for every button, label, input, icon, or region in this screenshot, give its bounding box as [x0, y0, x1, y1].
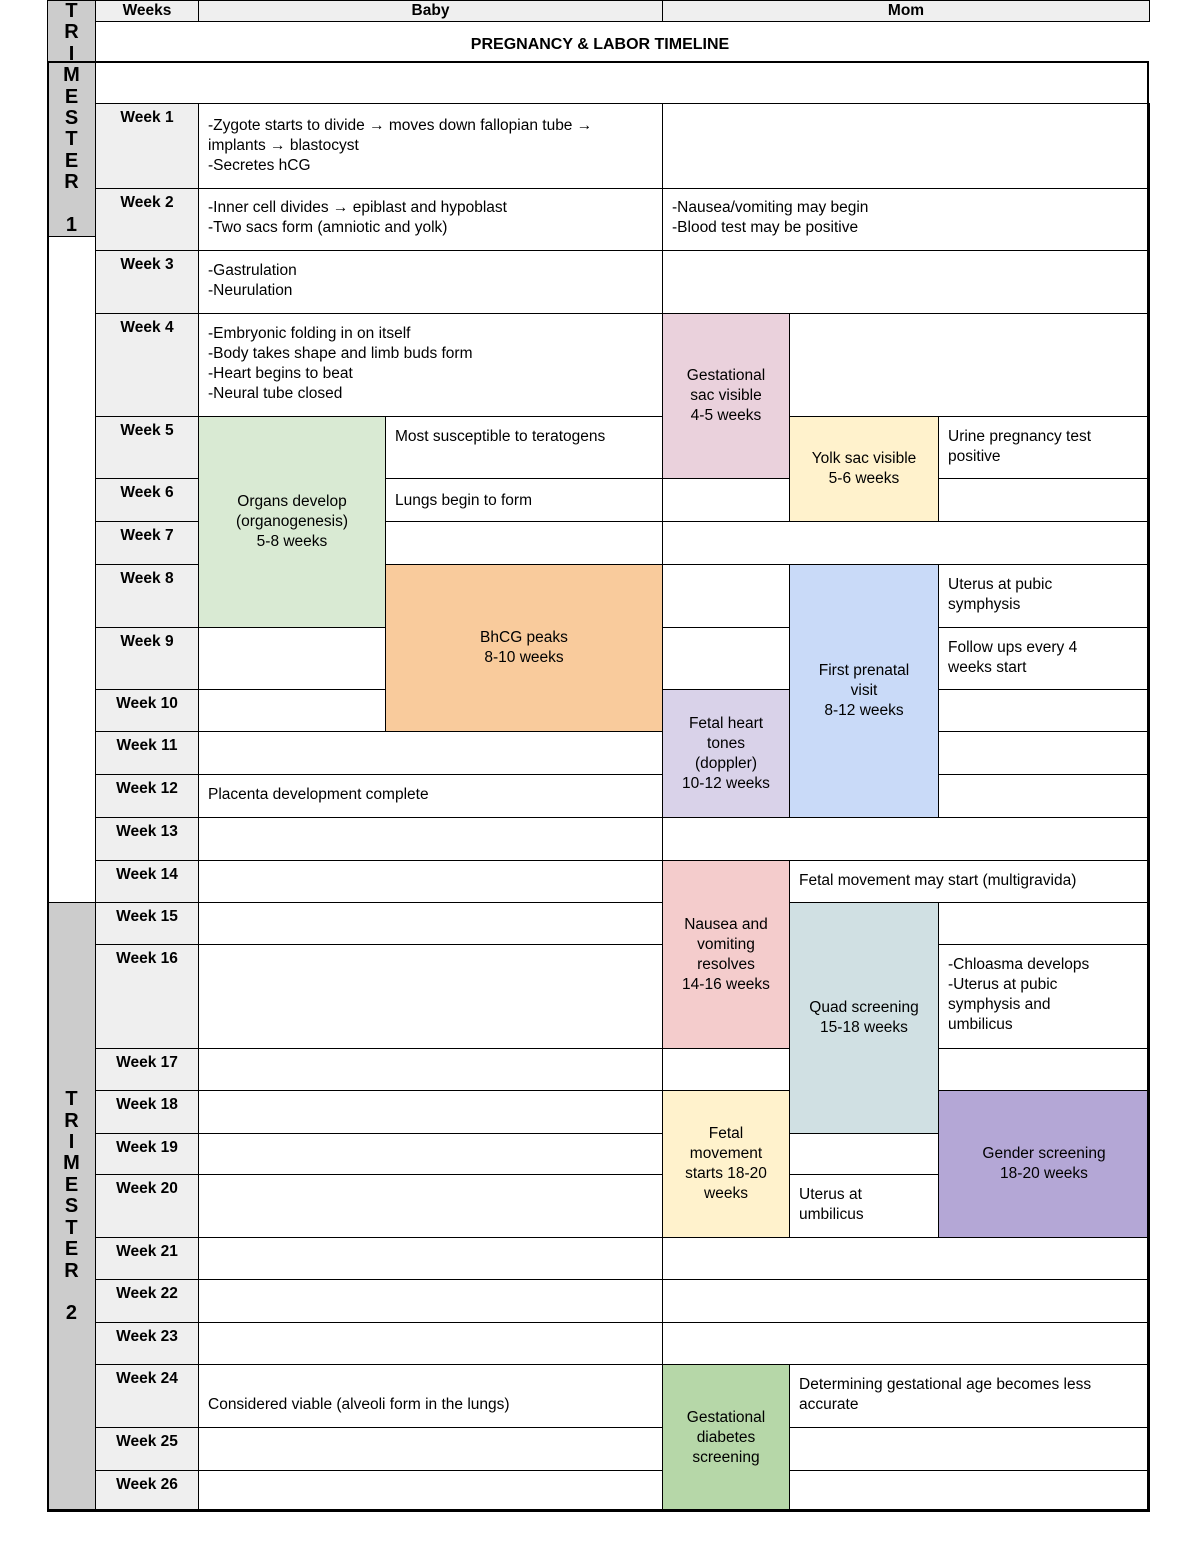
- mom-first-prenatal-visit-line: 8-12 weeks: [824, 702, 904, 719]
- mom-week22-empty: [662, 1279, 1150, 1323]
- baby-bhcg-peaks-line: BhCG peaks: [480, 629, 568, 646]
- mom-fetal-heart-tones-line: tones: [707, 734, 745, 752]
- mom-week11-empty: [938, 731, 1150, 775]
- mom-week10-empty: [938, 689, 1150, 732]
- header-mom: Mom: [662, 0, 1150, 22]
- mom-gestational-sac-line: sac visible: [690, 387, 762, 404]
- mom-fetal-heart-tones: [662, 689, 790, 818]
- mom-uterus-umbilicus-line: umbilicus: [799, 1206, 864, 1223]
- week-label: Week 17: [95, 1048, 199, 1091]
- baby-week1-line: -Secretes hCG: [208, 157, 311, 174]
- mom-fetal-movement-line: starts 18-20: [685, 1165, 767, 1182]
- week-label: Week 15: [95, 902, 199, 945]
- week-label: Week 18: [95, 1090, 199, 1134]
- mom-chloasma-line: umbilicus: [948, 1016, 1013, 1033]
- baby-week10-empty: [198, 689, 386, 732]
- baby-week25-empty: [198, 1427, 663, 1471]
- baby-empty-row: [198, 1133, 663, 1175]
- mom-week13-empty: [662, 817, 1150, 861]
- mom-first-prenatal-visit: [789, 564, 939, 818]
- mom-week25-empty: [789, 1427, 1150, 1471]
- mom-followups: [938, 627, 1150, 690]
- page-title: PREGNANCY & LABOR TIMELINE: [470, 36, 730, 53]
- mom-fetal-movement-line: movement: [689, 1145, 763, 1162]
- mom-gestational-sac-line: Gestational: [686, 367, 766, 384]
- mom-week1-empty: [662, 103, 1150, 189]
- mom-gestational-age-line: accurate: [799, 1396, 859, 1413]
- week-label: Week 11: [95, 731, 199, 775]
- mom-fetal-heart-tones-line: (doppler): [694, 754, 757, 772]
- header-weeks: Weeks: [95, 0, 199, 22]
- baby-week26-empty: [198, 1470, 663, 1512]
- baby-week3: [198, 250, 663, 314]
- mom-nausea-resolves-line: resolves: [697, 955, 755, 973]
- mom-nausea-resolves-line: Nausea and: [684, 915, 768, 933]
- mom-gestational-age: [789, 1364, 1150, 1428]
- week-label: Week 19: [95, 1133, 199, 1175]
- week-label: Week 25: [95, 1427, 199, 1471]
- baby-empty-row: [198, 1174, 663, 1238]
- baby-week3-line: -Gastrulation: [208, 262, 297, 279]
- week-label: Week 8: [95, 564, 199, 628]
- mom-fetal-movement-line: Fetal: [708, 1125, 744, 1142]
- baby-week4-line: -Neural tube closed: [208, 385, 343, 402]
- mom-week4-empty: [789, 313, 1150, 417]
- mom-uterus-pubic-line: symphysis: [948, 596, 1021, 613]
- mom-week12-empty: [938, 774, 1150, 818]
- baby-empty-row: [198, 1237, 663, 1280]
- week-label: Week 10: [95, 689, 199, 732]
- baby-bhcg-peaks: [385, 564, 663, 732]
- trimester-1-label: T R I M E S T E R 1: [47, 0, 96, 237]
- week-label: Week 14: [95, 860, 199, 903]
- mom-gender-screening: [938, 1090, 1150, 1238]
- mom-yolk-sac-line: 5-6 weeks: [828, 470, 900, 487]
- mom-yolk-sac-line: Yolk sac visible: [811, 450, 917, 467]
- week-label: Week 20: [95, 1174, 199, 1238]
- mom-yolk-sac: [789, 416, 939, 522]
- mom-first-prenatal-visit-line: First prenatal: [818, 662, 910, 679]
- baby-viable: Considered viable (alveoli form in the lungs): [198, 1364, 663, 1428]
- mom-week26-empty: [789, 1470, 1150, 1512]
- baby-organogenesis-line: Organs develop: [237, 493, 347, 510]
- baby-bhcg-peaks-line: 8-10 weeks: [484, 649, 564, 666]
- mom-week6-right-empty: [938, 478, 1150, 522]
- baby-week2-line: -Two sacs form (amniotic and yolk): [208, 219, 448, 236]
- week-label: Week 7: [95, 521, 199, 565]
- mom-week8-empty: [662, 564, 790, 628]
- baby-week9-empty: [198, 627, 386, 690]
- mom-gestational-sac-line: 4-5 weeks: [690, 407, 762, 424]
- baby-empty-row: [198, 860, 663, 903]
- mom-gender-screening-line: Gender screening: [982, 1145, 1106, 1162]
- week-label: Week 3: [95, 250, 199, 314]
- week-label: Week 12: [95, 774, 199, 818]
- week-label: Week 6: [95, 478, 199, 522]
- baby-organogenesis-line: 5-8 weeks: [256, 533, 328, 550]
- week-label: Week 16: [95, 944, 199, 1049]
- week-label: Week 1: [95, 103, 199, 189]
- mom-urine-test-line: Urine pregnancy test: [948, 428, 1092, 445]
- mom-fetal-movement-multigravida: Fetal movement may start (multigravida): [789, 860, 1150, 903]
- mom-fetal-movement-line: weeks: [704, 1185, 748, 1202]
- mom-gestational-diabetes-screening: [662, 1364, 790, 1512]
- mom-chloasma-line: -Chloasma develops: [948, 956, 1090, 973]
- mom-week15-empty: [938, 902, 1150, 945]
- baby-week1-line: implants → blastocyst: [208, 137, 359, 154]
- mom-uterus-umbilicus-line: Uterus at: [799, 1186, 862, 1203]
- mom-quad-screening-line: Quad screening: [809, 999, 919, 1016]
- week-label: Week 13: [95, 817, 199, 861]
- mom-chloasma-line: -Uterus at pubic: [948, 976, 1058, 993]
- baby-week1-line: -Zygote starts to divide → moves down fallopian tube →: [208, 117, 593, 134]
- week-label: Week 9: [95, 627, 199, 690]
- mom-gestational-diabetes-screening-line: Gestational: [686, 1409, 766, 1426]
- baby-week4-line: -Body takes shape and limb buds form: [208, 345, 473, 362]
- baby-empty-row: [198, 817, 663, 861]
- mom-first-prenatal-visit-line: visit: [850, 682, 878, 699]
- week-label: Week 26: [95, 1470, 199, 1512]
- baby-week3-line: -Neurulation: [208, 282, 293, 299]
- mom-nausea-resolves-line: 14-16 weeks: [682, 975, 770, 993]
- mom-week17-right-empty: [938, 1048, 1150, 1091]
- baby-week1: [198, 103, 663, 189]
- week-label: Week 4: [95, 313, 199, 417]
- baby-week2-line: -Inner cell divides → epiblast and hypoblast: [208, 199, 507, 216]
- baby-week4-line: -Embryonic folding in on itself: [208, 325, 411, 342]
- mom-gestational-diabetes-screening-line: screening: [692, 1449, 760, 1466]
- mom-week19-empty: [789, 1133, 939, 1175]
- week-label: Week 24: [95, 1364, 199, 1428]
- mom-fetal-movement: [662, 1090, 790, 1238]
- mom-gestational-sac: [662, 313, 790, 479]
- mom-fetal-heart-tones-line: 10-12 weeks: [682, 774, 770, 792]
- mom-fetal-heart-tones-line: Fetal heart: [688, 714, 764, 732]
- week-label: Week 22: [95, 1279, 199, 1323]
- baby-empty-row: [198, 902, 663, 945]
- mom-quad-screening: [789, 902, 939, 1134]
- mom-gender-screening-line: 18-20 weeks: [1000, 1165, 1088, 1182]
- baby-week7-empty: [385, 521, 663, 565]
- baby-empty-row: [198, 1322, 663, 1365]
- mom-uterus-pubic-line: Uterus at pubic: [948, 576, 1053, 593]
- mom-week6-empty: [662, 478, 790, 522]
- mom-week9-empty: [662, 627, 790, 690]
- baby-empty-row: [198, 1048, 663, 1091]
- week-label: Week 23: [95, 1322, 199, 1365]
- baby-placenta: Placenta development complete: [198, 774, 663, 818]
- mom-week23-empty: [662, 1322, 1150, 1365]
- week-label: Week 21: [95, 1237, 199, 1280]
- mom-chloasma: [938, 944, 1150, 1049]
- mom-urine-test: [938, 416, 1150, 479]
- baby-organogenesis: [198, 416, 386, 628]
- baby-week4-line: -Heart begins to beat: [208, 365, 353, 382]
- mom-uterus-umbilicus: [789, 1174, 939, 1238]
- baby-week2: [198, 188, 663, 251]
- week-label: Week 2: [95, 188, 199, 251]
- mom-chloasma-line: symphysis and: [948, 996, 1051, 1013]
- week-label: Week 5: [95, 416, 199, 479]
- mom-nausea-resolves-line: vomiting: [697, 935, 755, 953]
- mom-week2: [662, 188, 1150, 251]
- mom-urine-test-line: positive: [948, 448, 1001, 465]
- mom-week2-line: -Blood test may be positive: [672, 219, 859, 236]
- baby-week11-empty: [198, 731, 663, 775]
- mom-gestational-age-line: Determining gestational age becomes less: [799, 1376, 1092, 1393]
- mom-gestational-diabetes-screening-line: diabetes: [696, 1429, 756, 1446]
- baby-empty-row: [198, 944, 663, 1049]
- baby-teratogens: Most susceptible to teratogens: [385, 416, 663, 479]
- trimester-2-label: T R I M E S T E R 2: [47, 902, 96, 1512]
- baby-week4: [198, 313, 663, 417]
- mom-week3-empty: [662, 250, 1150, 314]
- baby-empty-row: [198, 1279, 663, 1323]
- mom-quad-screening-line: 15-18 weeks: [820, 1019, 908, 1036]
- baby-lungs: Lungs begin to form: [385, 478, 663, 522]
- baby-empty-row: [198, 1090, 663, 1134]
- mom-uterus-pubic: [938, 564, 1150, 628]
- mom-week21-empty: [662, 1237, 1150, 1280]
- mom-week17-empty: [662, 1048, 790, 1091]
- mom-followups-line: weeks start: [948, 659, 1027, 676]
- mom-week7-empty: [662, 521, 1150, 565]
- header-baby: Baby: [198, 0, 663, 22]
- mom-nausea-resolves: [662, 860, 790, 1049]
- baby-organogenesis-line: (organogenesis): [235, 513, 348, 530]
- mom-followups-line: Follow ups every 4: [948, 639, 1078, 656]
- mom-week2-line: -Nausea/vomiting may begin: [672, 199, 869, 216]
